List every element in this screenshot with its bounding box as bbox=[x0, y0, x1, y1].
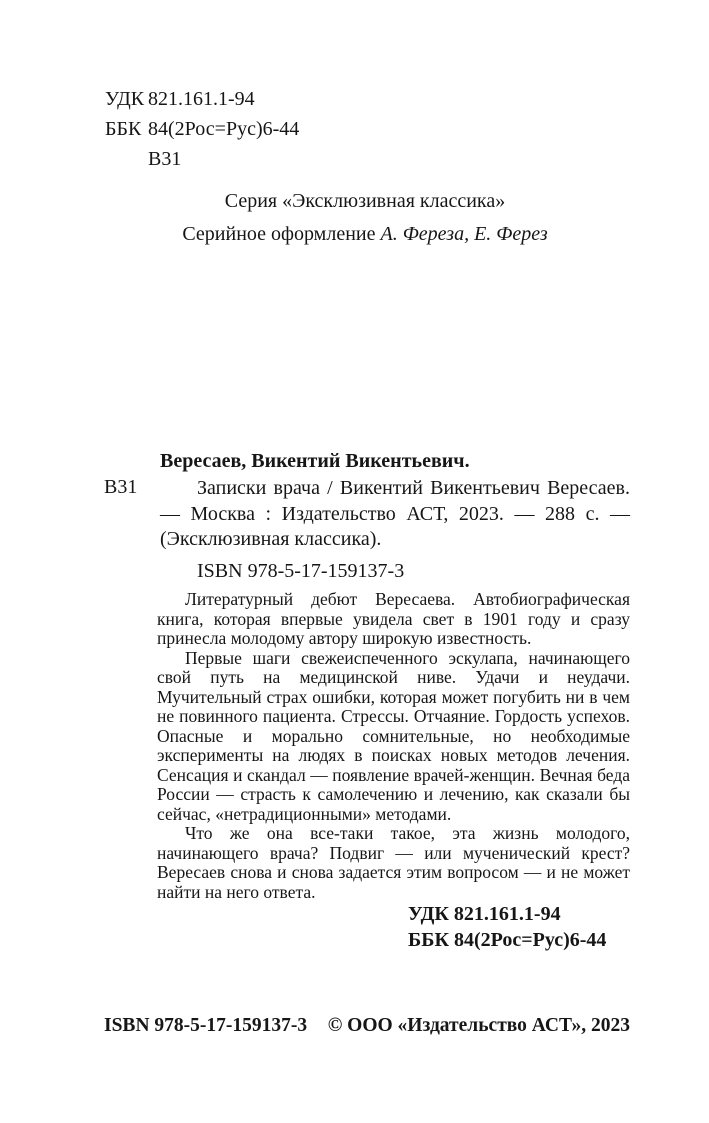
series-title: Серия «Эксклюзивная классика» bbox=[224, 190, 506, 212]
bottom-bbk: ББК 84(2Рос=Рус)6-44 bbox=[408, 929, 607, 951]
udk-label: УДК bbox=[105, 88, 145, 110]
author-sign-spacer bbox=[105, 144, 148, 174]
udk-row bbox=[105, 84, 299, 114]
top-classification-block bbox=[105, 84, 299, 174]
udk-value: 821.161.1-94 bbox=[148, 88, 255, 110]
card-author-heading: Вересаев, Викентий Викентьевич. bbox=[160, 450, 470, 472]
footer-copyright: © ООО «Издательство АСТ», 2023 bbox=[327, 1015, 630, 1036]
footer bbox=[104, 1015, 630, 1037]
annotation-paragraph: Первые шаги свежеиспеченного эскулапа, начинающего свой путь на медицинской ниве. Удачи и неудачи. Мучительный страх ошибки, которая может погубить ни в чем не повинного пациента. Стрессы. Отчаяние. Гордость успехов. Опасные и морально сомнительные, но необходимые эксперименты на людях в поисках новых методов лечения. Сенсация и скандал — появление врачей-женщин. Вечная беда России — страсть к самолечению и лечению, как сказали бы сейчас, «нетрадиционными» методами. bbox=[157, 647, 630, 824]
series-design-label: Серийное оформление bbox=[182, 223, 376, 245]
bbk-row bbox=[105, 114, 299, 144]
bbk-label: ББК bbox=[105, 118, 142, 140]
annotation-paragraph: Литературный дебют Вересаева. Автобиографическая книга, которая впервые увидела свет в 1901 году и сразу принесла молодому автору широкую известность. bbox=[157, 589, 630, 648]
author-sign: В31 bbox=[148, 148, 182, 170]
annotation-paragraph: Что же она все-таки такое, эта жизнь молодого, начинающего врача? Подвиг — или мученический крест? Вересаев снова и снова задается этим вопросом — и не может найти на него ответа. bbox=[157, 823, 630, 902]
card-isbn: ISBN 978-5-17-159137-3 bbox=[197, 560, 405, 582]
bottom-classification-block bbox=[408, 901, 606, 953]
card-description: Записки врача / Викентий Викентьевич Вересаев. — Москва : Издательство АСТ, 2023. — 288 с. — (Эксклюзивная классика). bbox=[160, 477, 630, 550]
card-author-sign: В31 bbox=[104, 476, 138, 498]
series-designers: А. Фереза, Е. Ферез bbox=[380, 223, 548, 245]
annotation bbox=[157, 590, 630, 902]
bbk-value: 84(2Рос=Рус)6-44 bbox=[148, 118, 300, 140]
bottom-udk: УДК 821.161.1-94 bbox=[408, 903, 561, 925]
author-sign-row bbox=[105, 144, 299, 174]
footer-isbn: ISBN 978-5-17-159137-3 bbox=[104, 1015, 308, 1036]
series-block bbox=[80, 185, 650, 251]
series-design-credit bbox=[80, 218, 650, 251]
